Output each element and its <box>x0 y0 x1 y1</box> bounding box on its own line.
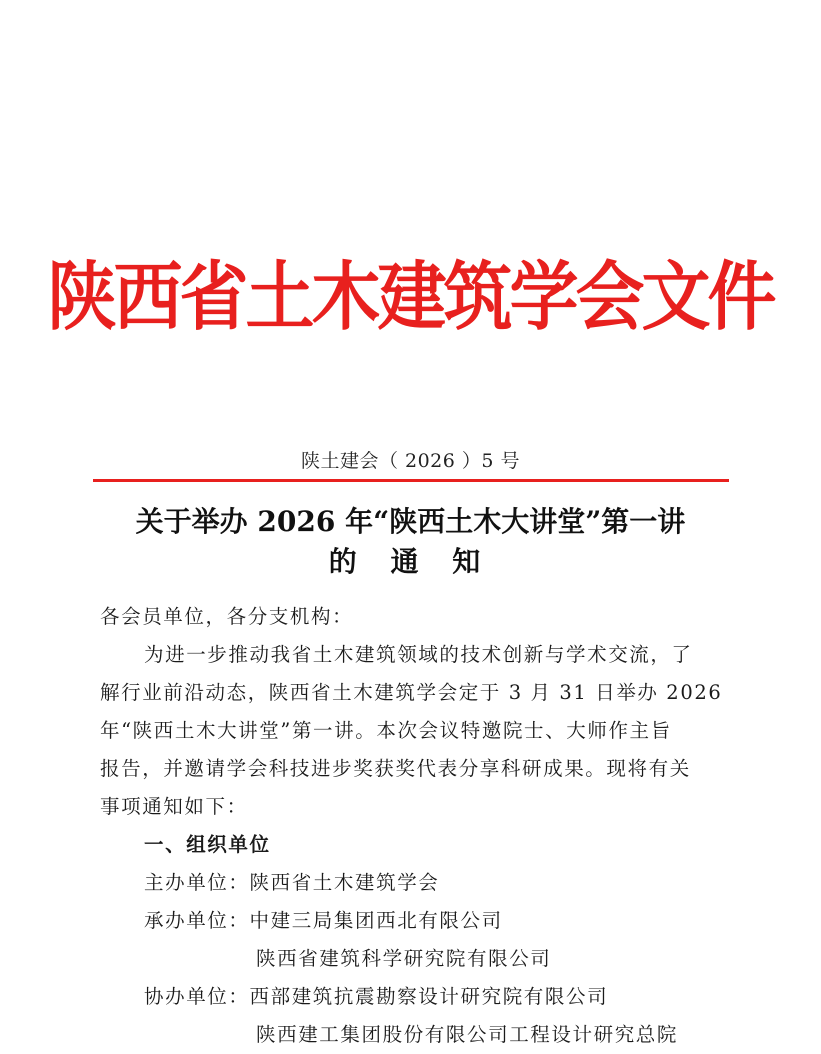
paragraph-line: 事项通知如下： <box>100 795 248 818</box>
coorganizer-unit-2: 陕西建工集团股份有限公司工程设计研究总院 <box>256 1023 679 1046</box>
document-number: 陕土建会（ 2026 ）5 号 <box>300 450 521 472</box>
salutation: 各会员单位，各分支机构： <box>100 605 354 628</box>
notice-title-line-2: 的 通 知 <box>328 545 493 578</box>
red-divider-line <box>93 479 729 482</box>
coorganizer-unit: 协办单位：西部建筑抗震勘察设计研究院有限公司 <box>144 985 609 1008</box>
notice-title-line-1: 关于举办 2026 年“陕西土木大讲堂”第一讲 <box>135 505 686 538</box>
notice-body <box>100 598 724 1054</box>
org-header-title: 陕西省土木建筑学会文件 <box>47 254 774 342</box>
paragraph-line: 解行业前沿动态，陕西省土木建筑学会定于 3 月 31 日举办 2026 <box>100 681 723 704</box>
paragraph-line: 报告，并邀请学会科技进步奖获奖代表分享科研成果。现将有关 <box>100 757 691 780</box>
notice-title <box>60 502 761 582</box>
paragraph-line: 为进一步推动我省土木建筑领域的技术创新与学术交流，了 <box>144 643 693 666</box>
section-heading: 一、组织单位 <box>144 833 271 856</box>
organizer-unit-2: 陕西省建筑科学研究院有限公司 <box>256 947 552 970</box>
paragraph-line: 年“陕西土木大讲堂”第一讲。本次会议特邀院士、大师作主旨 <box>100 719 672 742</box>
host-unit: 主办单位：陕西省土木建筑学会 <box>144 871 440 894</box>
organizer-unit: 承办单位：中建三局集团西北有限公司 <box>144 909 503 932</box>
